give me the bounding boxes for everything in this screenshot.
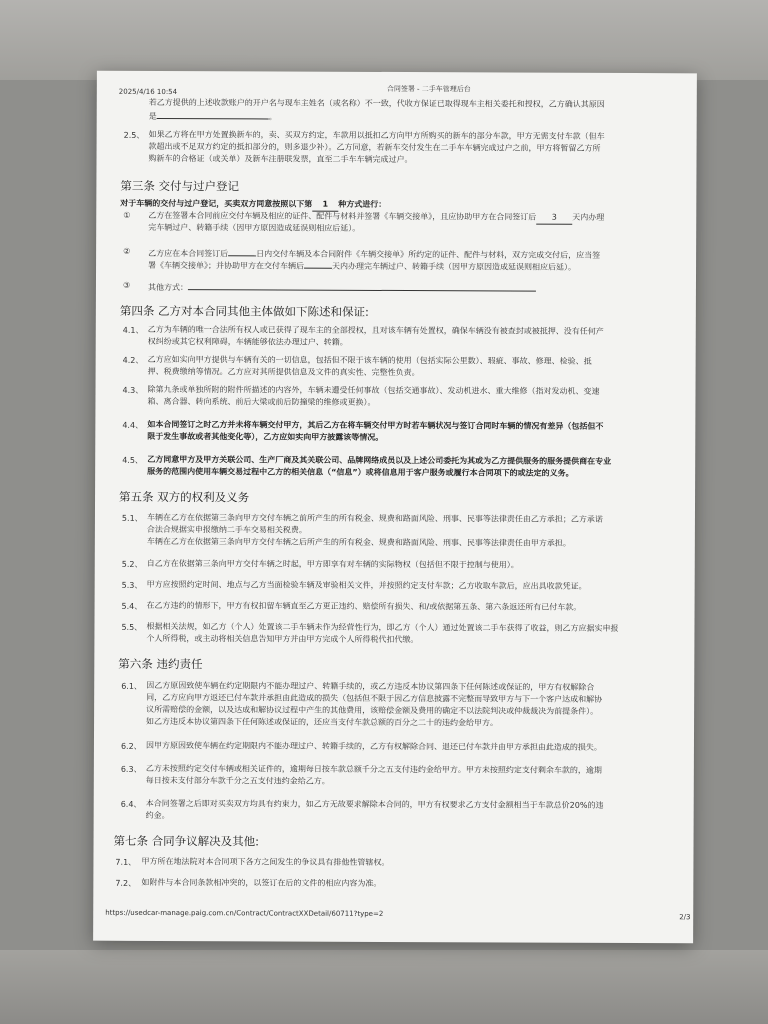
clause-6-3-number: 6.3、 — [120, 764, 142, 774]
section3-heading: 第三条 交付与过户登记 — [120, 178, 240, 194]
clause-5-1-line3: 车辆在乙方在依据第三条向甲方交付车辆之后所产生的所有税金、规费和路面风险、刑事、民事等法律责任由甲方承担。 — [146, 536, 571, 548]
clause-5-5-line1: 根据相关法规，如乙方（个人）处置该二手车辆未作为经营性行为，即乙方（个人）通过处置该二手车获得了收益，则乙方应据实申报 — [146, 621, 619, 633]
clause-7-1-line1: 甲方所在地法院对本合同项下各方之间发生的争议具有排他性管辖权。 — [141, 856, 390, 867]
table-surface-bottom — [0, 950, 768, 1024]
clause-5-5-number: 5.5、 — [121, 622, 143, 632]
clause-4-4-line1: 如本合同签订之时乙方并未将车辆交付甲方，其后乙方在将车辆交付甲方时若车辆状况与签订合同时车辆的情况有差异（包括但不 — [147, 419, 604, 431]
clause-2-5-number: 2.5、 — [123, 130, 145, 140]
clause-6-4-line2: 约金。 — [145, 810, 170, 821]
clause-7-2-number: 7.2、 — [115, 878, 137, 888]
clause-4-3-line1: 除第九条或单独所附的附件所描述的内容外，车辆未遭受任何事故（包括交通事故）、发动机进水、重大维修（指对发动机、变速 — [147, 384, 600, 396]
print-datetime: 2025/4/16 10:54 — [118, 87, 178, 97]
section5-heading: 第五条 双方的权利及义务 — [119, 489, 250, 505]
clause-4-3-number: 4.3、 — [122, 385, 144, 395]
other-method-label: 其他方式： — [147, 282, 188, 293]
section6-heading: 第六条 违约责任 — [118, 656, 203, 672]
clause-4-5-line2: 服务的范围内使用车辆交易过程中乙方的相关信息（“信息”）或将信息用于客户服务或履行本合同项下的或法定的义务。 — [147, 466, 574, 478]
clause-5-3-number: 5.3、 — [121, 580, 143, 590]
clause-4-1-line1: 乙方为车辆的唯一合法所有权人或已获得了现车主的全部授权，且对该车辆有处置权，确保车辆没有被查封或被抵押、没有任何产 — [147, 324, 604, 336]
print-page-title: 合同签署 - 二手车管理后台 — [386, 84, 471, 94]
clause-4-1-number: 4.1、 — [122, 325, 144, 335]
continuation-prefix: 是 — [148, 111, 157, 121]
reason-blank — [157, 109, 269, 119]
transfer-days-blank — [304, 259, 332, 269]
clause-5-1-line2: 合法合规据实申报缴纳二手车交易相关税费。 — [146, 524, 307, 535]
clause-6-1-line2: 同，乙方应向甲方返还已付车款并承担由此造成的损失（包括但不限于因乙方信息披露不完整而导致甲方与下一个客户达成和解协 — [146, 692, 603, 704]
clause-7-1-number: 7.1、 — [115, 857, 137, 867]
option-1-line2: 完车辆过户、转籍手续（因甲方原因造成延误则相应后延）。 — [148, 222, 361, 233]
option-2-line2 — [148, 258, 576, 274]
clause-5-4-number: 5.4、 — [121, 601, 143, 611]
clause-5-1-number: 5.1、 — [121, 513, 143, 523]
section2-continuation-line1: 若乙方提供的上述收款账户的开户名与现车主姓名（或名称）不一致，代收方保证已取得现车主相关委托和授权，乙方确认其原因 — [148, 97, 605, 109]
method-number-field: 1 — [312, 199, 338, 212]
clause-4-4-line2: 限于发生事故或者其他变化等），乙方应如实向甲方披露该等情况。 — [147, 431, 384, 442]
clause-6-2-number: 6.2、 — [120, 741, 142, 751]
option-2-line2-text: 署《车辆交接单》；并协助甲方在交付车辆后 — [148, 260, 305, 271]
clause-6-1-line1: 因乙方原因致使车辆在约定期限内不能办理过户、转籍手续的，或乙方违反本协议第四条下任何陈述或保证的，甲方有权解除合 — [146, 680, 595, 692]
option-2-text-cont: 日内交付车辆及本合同附件《车辆交接单》所约定的证件、配件与材料，双方完成交付后，应当签 — [256, 249, 601, 260]
clause-4-5-line1: 乙方同意甲方及甲方关联公司、生产厂商及其关联公司、品牌网络成员以及上述公司委托为其或为乙方提供服务的服务提供商在专业 — [147, 454, 612, 466]
option-1-text-end: 天内办理 — [572, 212, 605, 222]
clause-7-2-line1: 如附件与本合同条款相冲突的，以签订在后的文件的相应内容为准。 — [141, 877, 382, 888]
option-3-marker: ③ — [122, 280, 131, 290]
clause-6-1-line4: 如乙方违反本协议第四条下任何陈述或保证的，还应当支付车款总额的百分之二十的违约金给甲方。 — [146, 716, 499, 728]
clause-5-2-line1: 自乙方在依据第三条向甲方交付车辆之时起，甲方即享有对车辆的实际物权（包括但不限于控制与使用）。 — [146, 558, 519, 570]
other-method-blank — [188, 280, 536, 292]
option-2-text: 乙方应在本合同签订后 — [148, 248, 229, 259]
print-url: https://usedcar-manage.paig.com.cn/Contract/ContractXXDetail/60711?type=2 — [105, 908, 384, 918]
option-2-line2-text-end: 天内办理完车辆过户、转籍手续（因甲方原因造成延误则相应后延）。 — [332, 261, 577, 272]
clause-4-2-line1: 乙方应如实向甲方提供与车辆有关的一切信息，包括但不限于该车辆的使用（包括实际公里数）、瑕疵、事故、修理、检验、抵 — [147, 354, 592, 366]
option-1-text: 乙方在签署本合同前应交付车辆及相应的证件、配件与材料并签署《车辆交接单》，且应协助甲方在合同签订后 — [148, 210, 537, 222]
clause-6-4-number: 6.4、 — [120, 799, 142, 809]
clause-6-1-line3: 议所需赔偿的金额，以及达成和解协议过程中产生的其他费用，该赔偿金额及费用的确定不以法院判决或仲裁裁决为前提条件）。 — [146, 704, 599, 716]
clause-5-3-line1: 甲方应按照约定时间、地点与乙方当面检验车辆及审验相关文件，并按照约定支付车款；乙方收取车款后，应出具收款凭证。 — [146, 579, 587, 591]
clause-4-2-number: 4.2、 — [122, 355, 144, 365]
clause-4-2-line2: 押、税费缴纳等情况。乙方应对其所提供信息及文件的真实性、完整性负责。 — [147, 366, 420, 378]
clause-4-4-number: 4.4、 — [122, 420, 144, 430]
clause-5-1-line1: 车辆在乙方在依据第三条向甲方交付车辆之前所产生的所有税金、规费和路面风险、刑事、民事等法律责任由乙方承担；乙方承诺 — [146, 512, 603, 524]
section2-continuation-line2 — [149, 109, 277, 124]
clause-6-3-line1: 乙方未按照约定交付车辆或相关证件的，逾期每日按车款总额千分之五支付违约金给甲方。甲方未按照约定支付剩余车款的，逾期 — [145, 763, 602, 775]
table-surface-top — [0, 0, 768, 80]
clause-6-2-line1: 因甲方原因致使车辆在约定期限内不能办理过户、转籍手续的，乙方有权解除合同、退还已付车款并由甲方承担由此造成的损失。 — [145, 740, 602, 752]
clause-5-5-line2: 个人所得税，或主动将相关信息告知甲方并由甲方完成个人所得税代扣代缴。 — [146, 633, 419, 645]
continuation-suffix: 。 — [268, 112, 277, 122]
clause-6-4-line1: 本合同签署之后即对买卖双方均具有约束力，如乙方无故要求解除本合同的，甲方有权要求乙方支付金额相当于车款总价20%的违 — [145, 798, 604, 810]
clause-2-5-line3: 购新车的合格证（或关单）及新车注册联发票，直至二手车车辆完成过户。 — [148, 153, 413, 165]
delivery-days-blank — [228, 246, 256, 256]
option-1-marker: ① — [123, 210, 131, 220]
option-3-line — [148, 280, 536, 296]
page-number: 2/3 — [679, 913, 691, 922]
clause-4-1-line2: 权纠纷或其它权利障碍，车辆能够依法办理过户、转籍。 — [147, 336, 348, 347]
lead-text: 对于车辆的交付与过户登记，买卖双方同意按照以下第 — [120, 198, 313, 209]
lead-text-end: 种方式进行： — [338, 199, 387, 209]
clause-5-2-number: 5.2、 — [121, 559, 143, 569]
option-2-marker: ② — [123, 246, 131, 256]
contract-page — [93, 71, 697, 944]
clause-6-3-line2: 每日按未支付部分车款千分之五支付违约金给乙方。 — [145, 775, 330, 786]
clause-2-5-line2: 款超出或不足双方约定的抵扣部分的，则多退少补）。乙方同意，若新车交付发生在二手车车辆完成过户之前，甲方将暂留乙方所 — [148, 141, 601, 153]
clause-4-3-line2: 箱、离合器、转向系统、前后大梁或前后防撞梁的维修或更换）。 — [147, 396, 376, 407]
clause-4-5-number: 4.5、 — [122, 455, 143, 465]
section7-heading: 第七条 合同争议解决及其他: — [113, 833, 260, 849]
clause-2-5-line1: 如果乙方将在甲方处置换新车的，卖、买双方约定，车款用以抵扣乙方向甲方所购买的新车的部分车款，甲方无需支付车款（但车 — [148, 129, 605, 141]
clause-5-4-line1: 在乙方违约的情形下，甲方有权扣留车辆直至乙方更正违约、赔偿所有损失、和/或依据第五条、第六条返还所有已付车款。 — [146, 600, 582, 612]
section4-heading: 第四条 乙方对本合同其他主体做如下陈述和保证: — [119, 303, 369, 319]
clause-6-1-number: 6.1、 — [121, 681, 142, 691]
transfer-days-field: 3 — [536, 212, 572, 225]
